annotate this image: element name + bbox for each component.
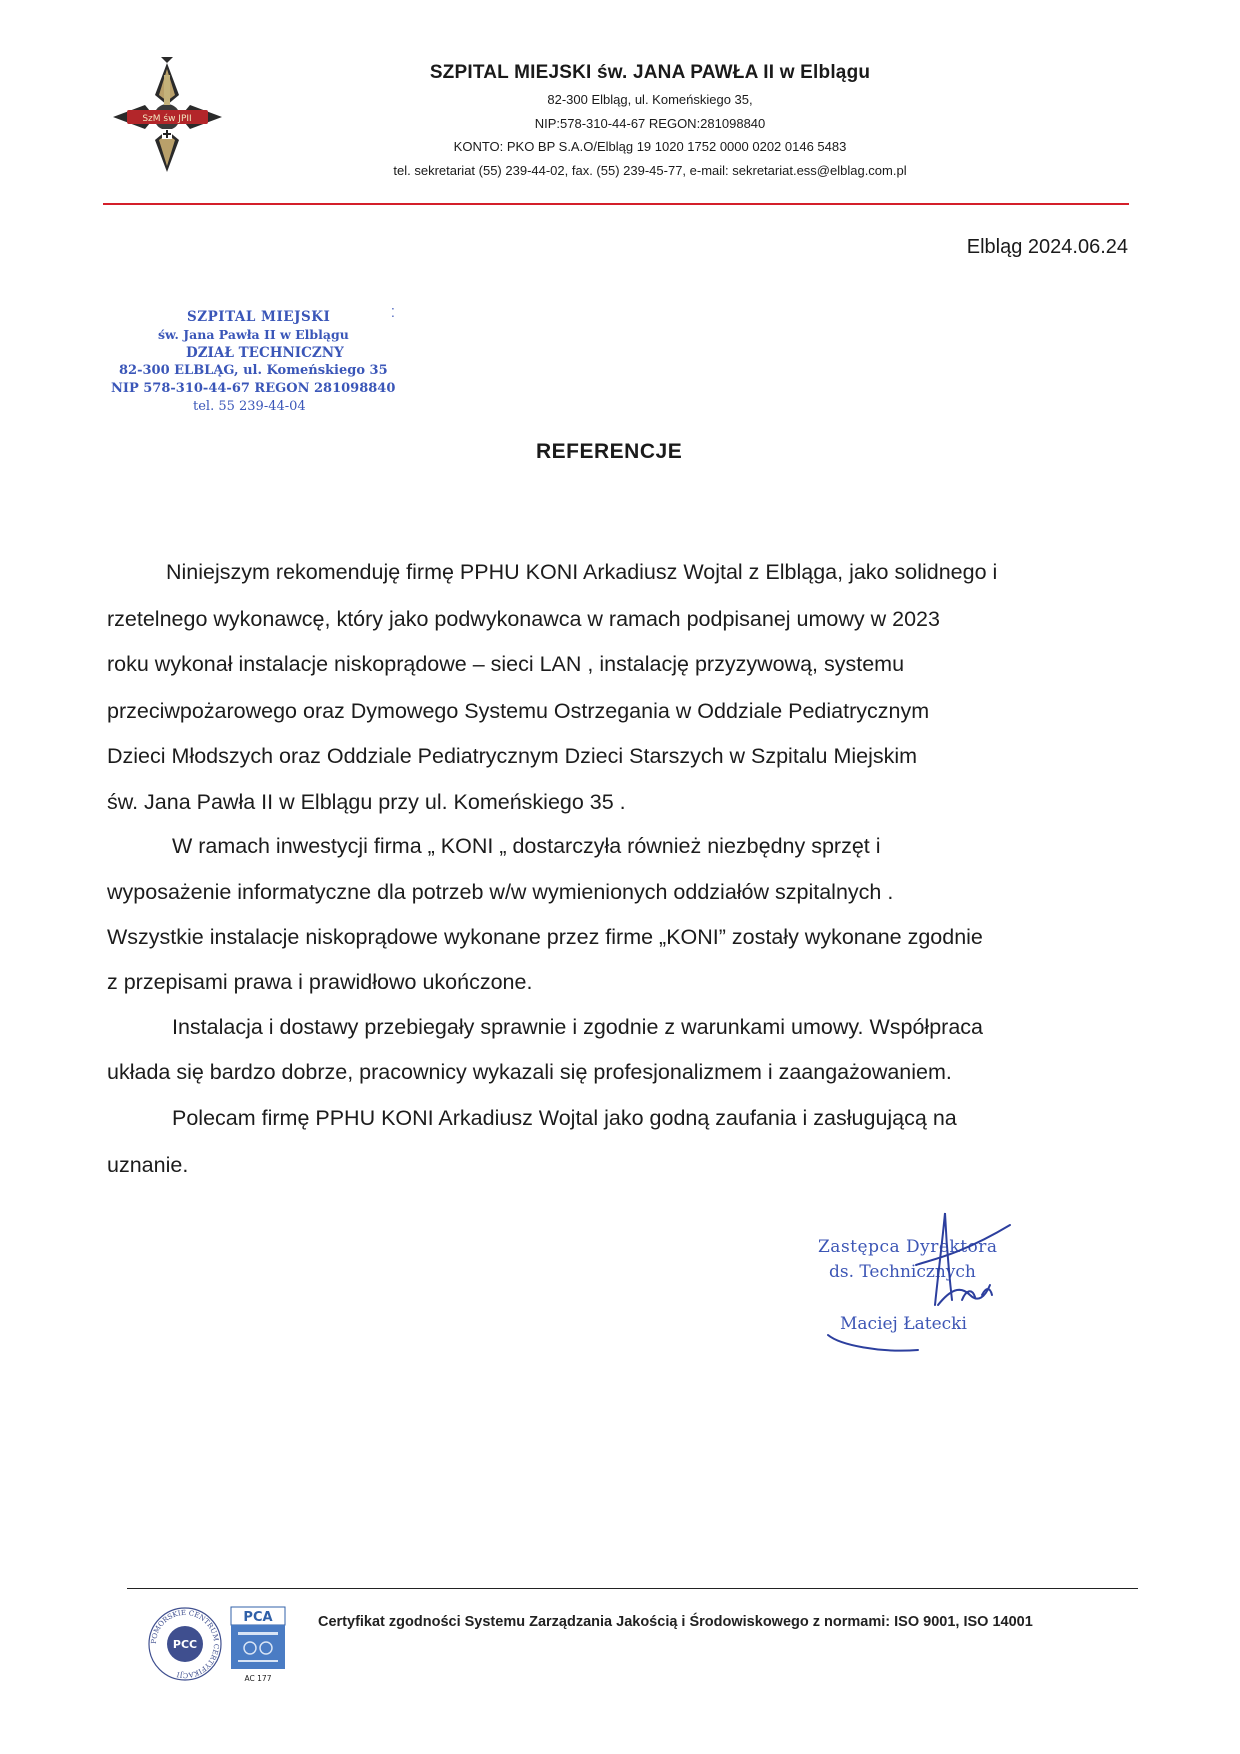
body-line: Niniejszym rekomenduję firmę PPHU KONI Arkadiusz Wojtal z Elbląga, jako solidnego i xyxy=(166,560,998,584)
stamp-line: tel. 55 239-44-04 xyxy=(193,399,306,414)
pcc-ring-text: POMORSKIE CENTRUM CERTYFIKACJI xyxy=(149,1608,221,1680)
pca-accreditation-logo xyxy=(230,1606,286,1684)
document-date: Elbląg 2024.06.24 xyxy=(966,236,1128,258)
stamp-mark-dots: ⁚ xyxy=(391,306,395,320)
pca-label: PCA xyxy=(243,1610,273,1625)
institution-name: SZPITAL MIEJSKI św. JANA PAWŁA II w Elblągu xyxy=(429,62,871,83)
body-line: Instalacja i dostawy przebiegały sprawnie i zgodnie z warunkami umowy. Współpraca xyxy=(172,1015,983,1039)
certificate-statement: Certyfikat zgodności Systemu Zarządzania Jakością i Środowiskowego z normami: ISO 9001, ISO 14001 xyxy=(318,1614,1033,1630)
hospital-logo xyxy=(105,55,230,180)
body-line: układa się bardzo dobrze, pracownicy wykazali się profesjonalizmem i zaangażowaniem. xyxy=(107,1060,952,1084)
body-line: Wszystkie instalacje niskoprądowe wykonane przez firme „KONI” zostały wykonane zgodnie xyxy=(107,925,983,949)
stamp-line: NIP 578-310-44-67 REGON 281098840 xyxy=(111,381,396,396)
header-divider xyxy=(103,203,1129,205)
body-line: roku wykonał instalacje niskoprądowe – sieci LAN , instalację przyzywową, systemu xyxy=(107,652,905,676)
signatory-title: Zastępca Dyrektora xyxy=(818,1237,998,1257)
stamp-line: 82-300 ELBLĄG, ul. Komeńskiego 35 xyxy=(119,363,388,378)
stamp-line: SZPITAL MIEJSKI xyxy=(187,309,331,325)
logo-text: SzM św JPII xyxy=(142,114,192,124)
document-title: REFERENCJE xyxy=(536,440,683,463)
body-line: przeciwpożarowego oraz Dymowego Systemu Ostrzegania w Oddziale Pediatrycznym xyxy=(107,699,930,723)
body-line: W ramach inwestycji firma „ KONI „ dostarczyła również niezbędny sprzęt i xyxy=(172,834,881,858)
stamp-line: DZIAŁ TECHNICZNY xyxy=(186,345,344,361)
body-line: uznanie. xyxy=(107,1153,189,1177)
address: 82-300 Elbląg, ul. Komeńskiego 35, xyxy=(547,92,753,107)
body-line: z przepisami prawa i prawidłowo ukończone. xyxy=(107,970,533,994)
pcc-label: PCC xyxy=(172,1638,198,1651)
signatory-name: Maciej Łatecki xyxy=(840,1314,967,1334)
body-line: rzetelnego wykonawcę, który jako podwykonawca w ramach podpisanej umowy w 2023 xyxy=(107,607,940,631)
pca-code: AC 177 xyxy=(244,1674,272,1683)
contact-line: tel. sekretariat (55) 239-44-02, fax. (55) 239-45-77, e-mail: sekretariat.ess@elblag.com.pl xyxy=(393,163,907,178)
body-line: Polecam firmę PPHU KONI Arkadiusz Wojtal jako godną zaufania i zasługującą na xyxy=(172,1106,957,1130)
bank-account: KONTO: PKO BP S.A.O/Elbląg 19 1020 1752 0000 0202 0146 5483 xyxy=(453,139,847,154)
signatory-department: ds. Technicznych xyxy=(829,1262,976,1282)
body-line: św. Jana Pawła II w Elblągu przy ul. Komeńskiego 35 . xyxy=(107,790,626,814)
footer-divider xyxy=(127,1588,1138,1589)
body-line: Dzieci Młodszych oraz Oddziale Pediatrycznym Dzieci Starszych w Szpitalu Miejskim xyxy=(107,744,918,768)
nip-regon: NIP:578-310-44-67 REGON:281098840 xyxy=(534,116,766,131)
stamp-line: św. Jana Pawła II w Elblągu xyxy=(158,327,349,342)
handwritten-signature xyxy=(820,1205,1020,1355)
pcc-certification-logo xyxy=(148,1607,222,1681)
body-line: wyposażenie informatyczne dla potrzeb w/w wymienionych oddziałów szpitalnych . xyxy=(107,880,894,904)
